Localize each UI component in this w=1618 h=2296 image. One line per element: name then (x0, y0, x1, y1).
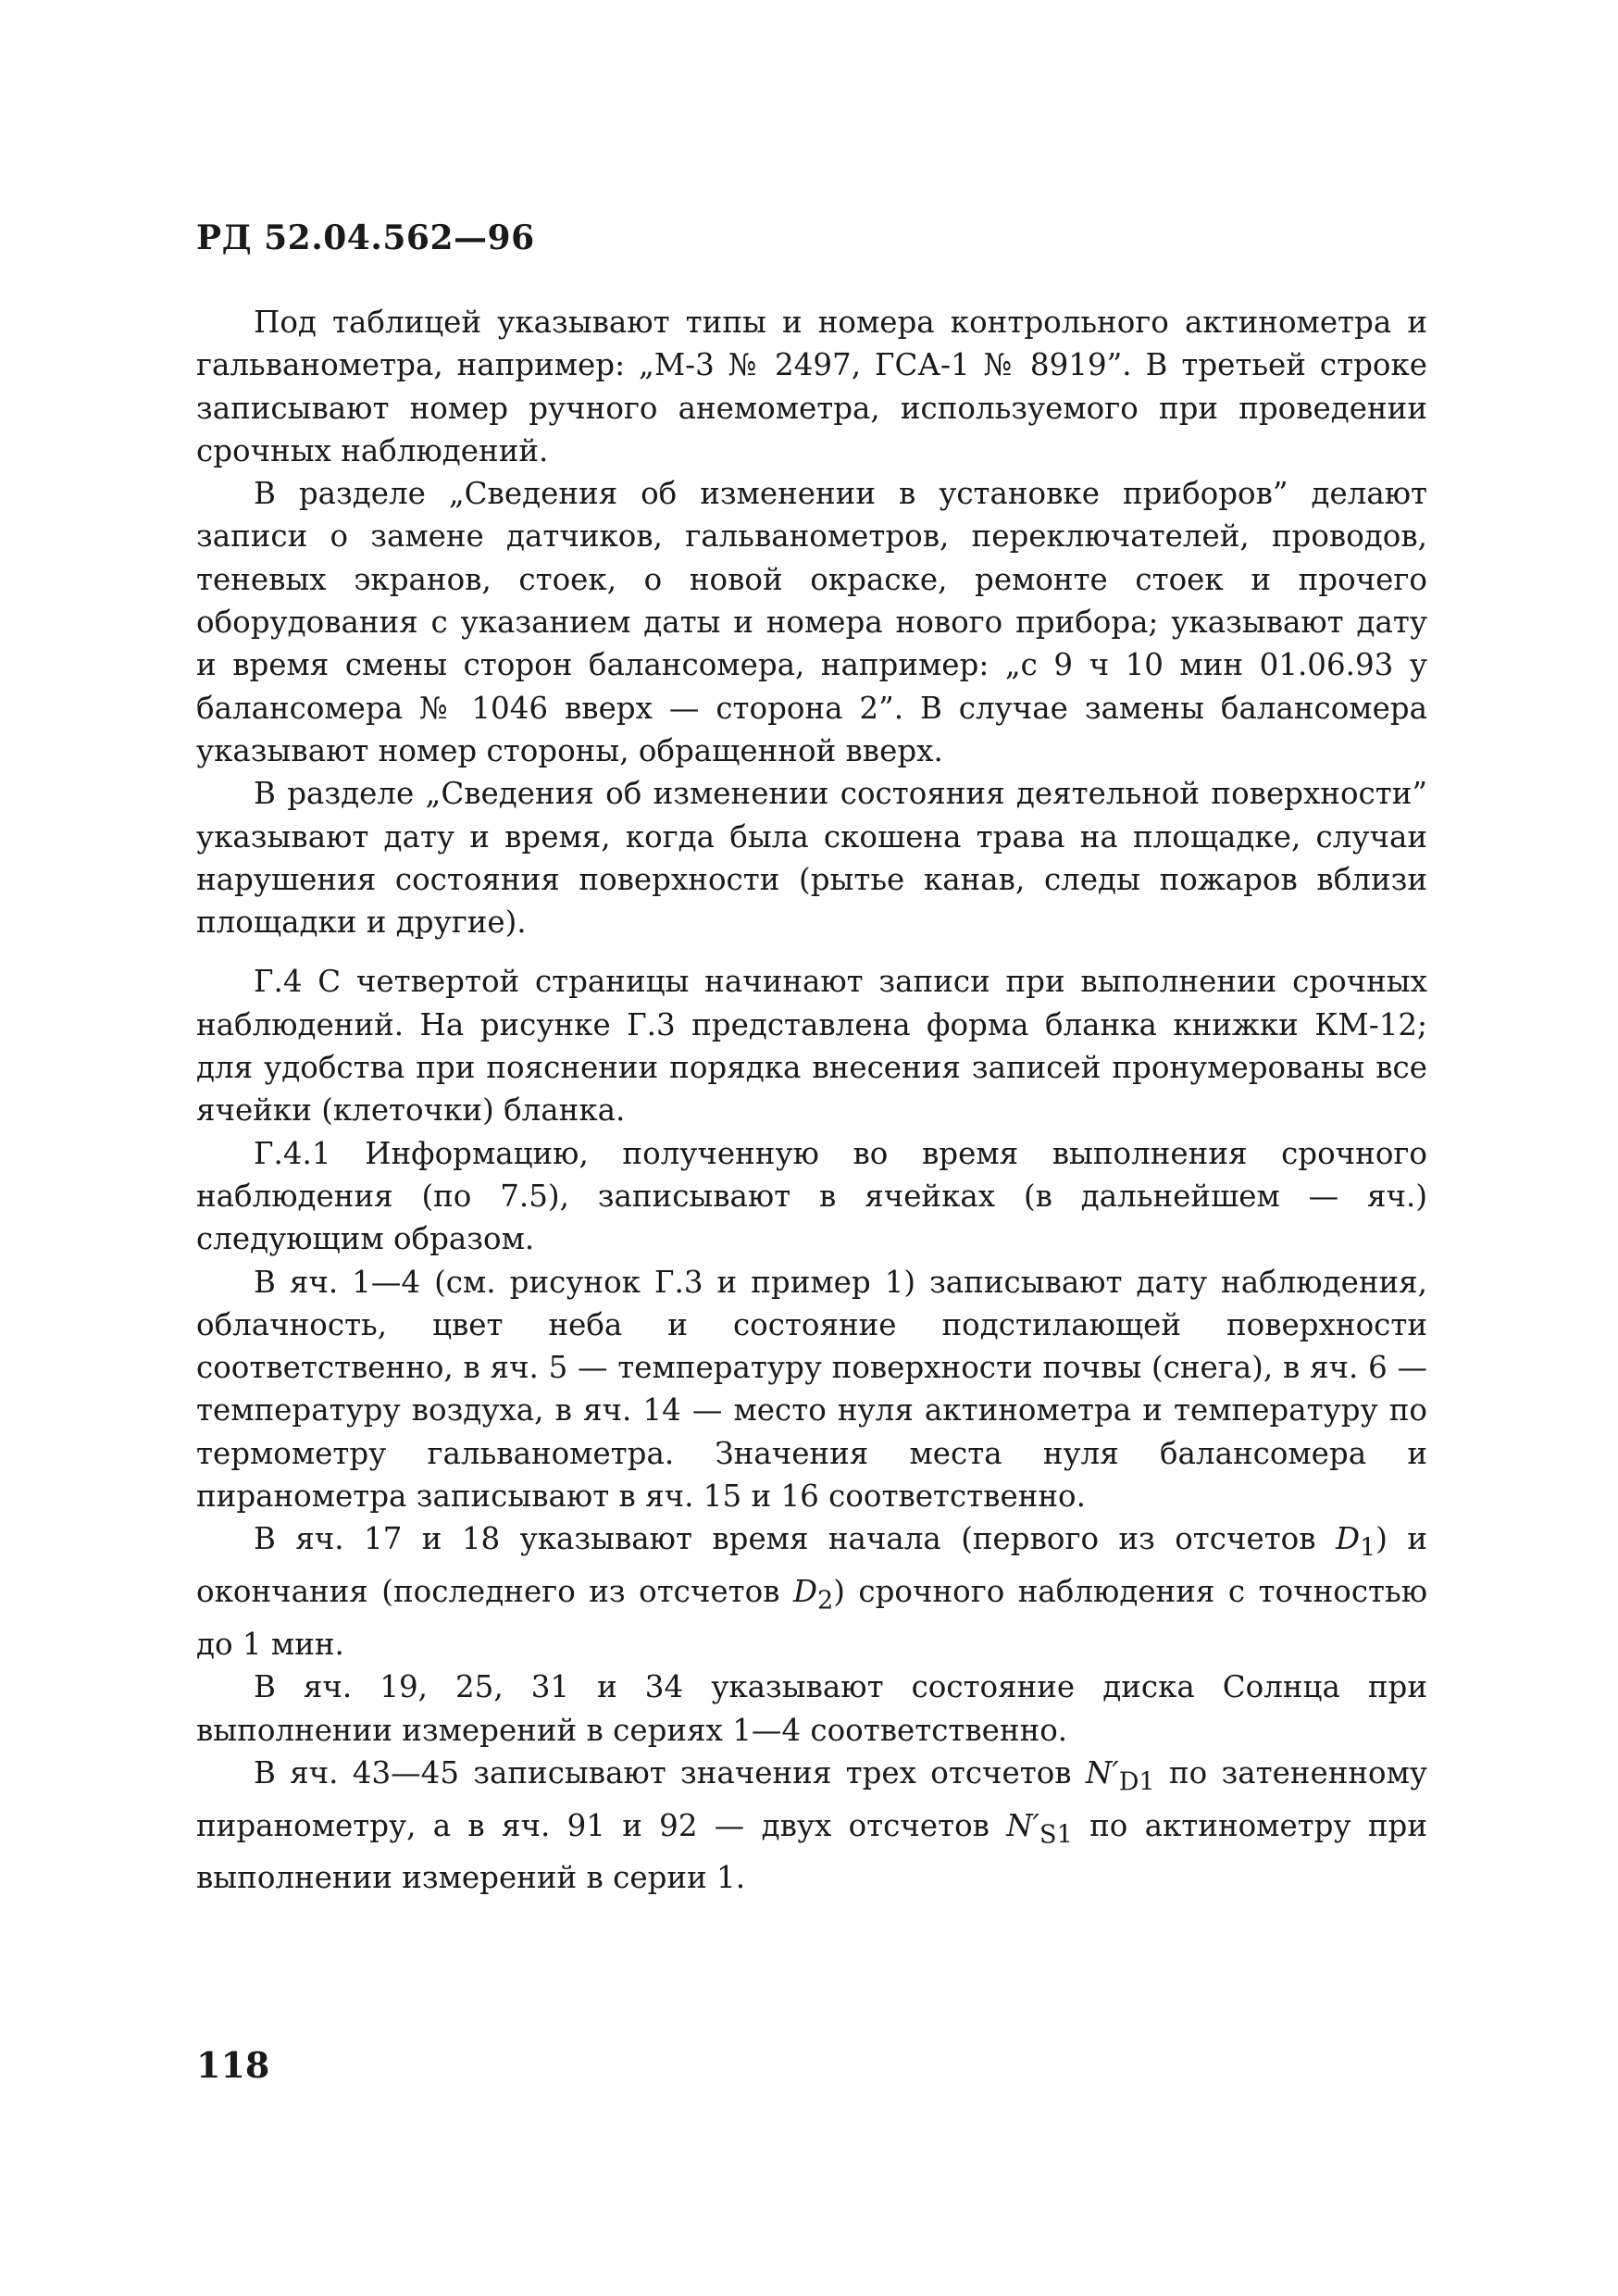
paragraph-installation-changes: В разделе „Сведения об изменении в установке приборов” делают записи о замене датчиков, гальванометров, переключателей, проводов, теневых экранов, стоек, о новой окраске, ремонте стоек и прочего оборудования с указанием даты и номера нового прибора; указывают дату и время смены сторон балансомера, например: „с 9 ч 10 мин 01.06.93 у балансомера № 1046 вверх — сторона 2”. В случае замены балансомера указывают номер стороны, обращенной вверх. (196, 476, 1427, 768)
math-subscript: D1 (1118, 1767, 1155, 1797)
math-subscript: 1 (1360, 1533, 1376, 1563)
math-subscript: 2 (817, 1586, 834, 1616)
text-fragment: ) и окончания (последнего из отсчетов (196, 1521, 1427, 1610)
math-subscript: S1 (1039, 1820, 1073, 1850)
paragraph-instrument-types: Под таблицей указывают типы и номера контрольного актинометра и гальванометра, например: „М-3 № 2497, ГСА-1 № 8919”. В третьей строке записывают номер ручного анемометра, используемого при проведении срочных наблюдений. (196, 305, 1427, 468)
paragraph-section-g41: Г.4.1 Информацию, полученную во время выполнения срочного наблюдения (по 7.5), записывают в ячейках (в дальнейшем — яч.) следующим образом. (196, 1135, 1427, 1257)
paragraph-section-g4: Г.4 С четвертой страницы начинают записи при выполнении срочных наблюдений. На рисунке Г.3 представлена форма бланка книжки КМ-12; для удобства при пояснении порядка внесения записей пронумерованы все ячейки (клеточки) бланка. (196, 964, 1427, 1129)
paragraph-surface-changes: В разделе „Сведения об изменении состояния деятельной поверхности” указывают дату и время, когда была скошена трава на площадке, случаи нарушения состояния поверхности (рытье канав, следы пожаров вблизи площадки и другие). (196, 776, 1427, 941)
text-fragment: В яч. 17 и 18 указывают время начала (первого из отсчетов (254, 1521, 1336, 1557)
math-symbol: D (792, 1574, 817, 1610)
text-fragment: по затененному пиранометру, а в яч. 91 и 92 — двух отсчетов (196, 1754, 1427, 1843)
paragraph-cells-1-16: В яч. 1—4 (см. рисунок Г.3 и пример 1) записывают дату наблюдения, облачность, цвет неба и состояние подстилающей поверхности соответственно, в яч. 5 — температуру поверхности почвы (снега), в яч. 6 — температуру воздуха, в яч. 14 — место нуля актинометра и температуру по термометру гальванометра. Значения места нуля балансомера и пиранометра записывают в яч. 15 и 16 соответственно. (196, 1264, 1427, 1515)
text-fragment: ) срочного наблюдения с точностью до 1 мин. (196, 1574, 1427, 1662)
page-number: 118 (196, 2044, 270, 2086)
math-symbol: D (1335, 1521, 1361, 1557)
math-symbol: N′ (1006, 1807, 1040, 1843)
document-code-header: РД 52.04.562—96 (196, 218, 535, 257)
paragraph-cells-43-92 (196, 1752, 1427, 1900)
body-text (196, 301, 1427, 1900)
paragraph-cells-19-34: В яч. 19, 25, 31 и 34 указывают состояние диска Солнца при выполнении измерений в сериях 1—4 соответственно. (196, 1669, 1427, 1748)
text-fragment: В яч. 43—45 записывают значения трех отсчетов (254, 1754, 1086, 1791)
text-fragment: по актинометру при выполнении измерений в серии 1. (196, 1807, 1427, 1896)
math-symbol: N′ (1085, 1754, 1119, 1791)
paragraph-cells-17-18 (196, 1517, 1427, 1666)
